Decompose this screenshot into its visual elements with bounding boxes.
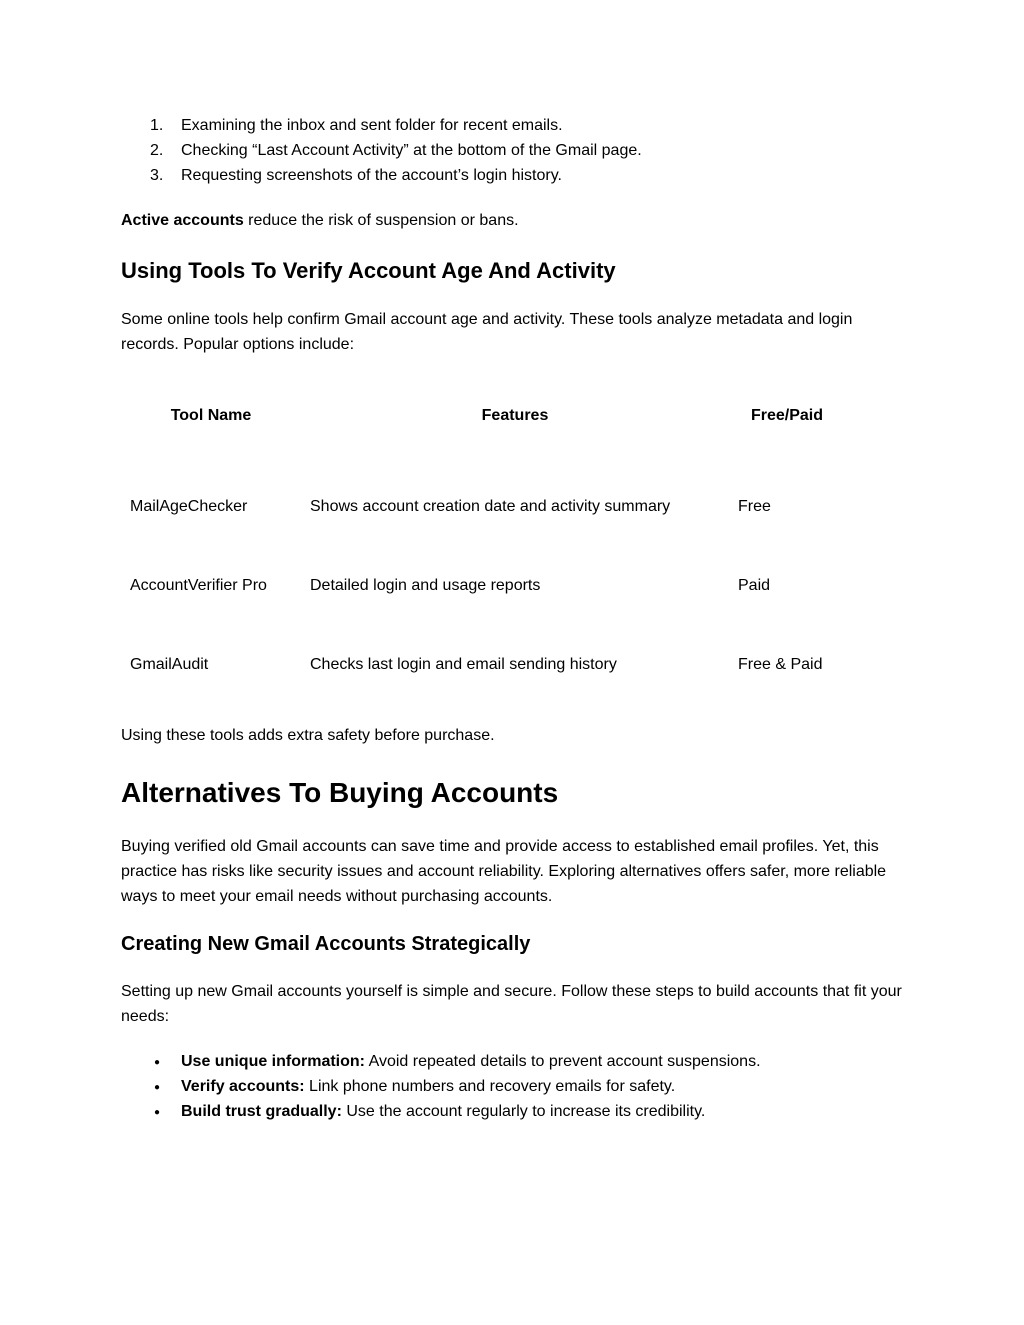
table-cell-free-paid: Paid	[738, 577, 771, 594]
tip-text: Avoid repeated details to prevent account suspensions.	[365, 1053, 761, 1070]
table-header-free-paid: Free/Paid	[750, 407, 824, 424]
list-item-text: Requesting screenshots of the account’s login history.	[181, 167, 562, 184]
table-cell-features: Checks last login and email sending history	[310, 656, 617, 673]
verification-steps-list	[121, 113, 903, 188]
table-row	[121, 549, 845, 628]
list-item	[121, 1074, 903, 1099]
list-item	[121, 1049, 903, 1074]
bullet-icon: ●	[154, 1057, 161, 1068]
list-item-text: Examining the inbox and sent folder for recent emails.	[181, 117, 563, 134]
list-item-number: 3.	[150, 167, 164, 184]
section-heading-tools: Using Tools To Verify Account Age And Activity	[121, 258, 616, 283]
bullet-icon: ●	[154, 1082, 161, 1093]
tip-label: Use unique information:	[181, 1053, 365, 1070]
tip-text: Use the account regularly to increase its credibility.	[341, 1103, 706, 1120]
table-row	[121, 628, 845, 707]
table-cell-features: Shows account creation date and activity summary	[310, 498, 671, 515]
list-item	[121, 1099, 903, 1124]
active-accounts-note-bold: Active accounts	[121, 212, 244, 229]
table-cell-tool-name: GmailAudit	[130, 656, 209, 673]
table-cell-free-paid: Free & Paid	[738, 656, 823, 673]
tip-text: Link phone numbers and recovery emails for safety.	[304, 1078, 676, 1095]
tips-list	[121, 1049, 903, 1124]
tip-label: Verify accounts:	[181, 1078, 305, 1095]
list-item-number: 2.	[150, 142, 164, 159]
tip-label: Build trust gradually:	[181, 1103, 342, 1120]
table-header-row	[121, 395, 845, 470]
tools-intro-paragraph: Some online tools help confirm Gmail account age and activity. These tools analyze metadata and login records. Popular options include:	[121, 311, 853, 353]
subsection-heading-creating: Creating New Gmail Accounts Strategically	[121, 933, 531, 955]
table-cell-tool-name: AccountVerifier Pro	[130, 577, 267, 594]
creating-intro-paragraph: Setting up new Gmail accounts yourself is simple and secure. Follow these steps to build accounts that fit your needs:	[121, 983, 902, 1025]
list-item-number: 1.	[150, 117, 164, 134]
table-header-features: Features	[481, 407, 549, 424]
list-item	[121, 113, 903, 138]
active-accounts-note	[121, 208, 903, 233]
active-accounts-note-text: reduce the risk of suspension or bans.	[243, 212, 519, 229]
list-item	[121, 138, 903, 163]
table-cell-free-paid: Free	[738, 498, 771, 515]
tools-conclusion-paragraph: Using these tools adds extra safety before purchase.	[121, 727, 495, 744]
list-item-text: Checking “Last Account Activity” at the bottom of the Gmail page.	[181, 142, 642, 159]
tools-comparison-table	[121, 395, 845, 707]
table-row	[121, 470, 845, 549]
table-header-tool-name: Tool Name	[170, 407, 252, 424]
bullet-icon: ●	[154, 1107, 161, 1118]
list-item	[121, 163, 903, 188]
alternatives-paragraph: Buying verified old Gmail accounts can save time and provide access to established email profiles. Yet, this practice has risks like security issues and account reliability. Exploring alternatives offers safer, more reliable ways to meet your email needs without purchasing accounts.	[121, 838, 887, 905]
page-title: Alternatives To Buying Accounts	[121, 777, 559, 808]
table-cell-tool-name: MailAgeChecker	[130, 498, 248, 515]
table-cell-features: Detailed login and usage reports	[310, 577, 541, 594]
